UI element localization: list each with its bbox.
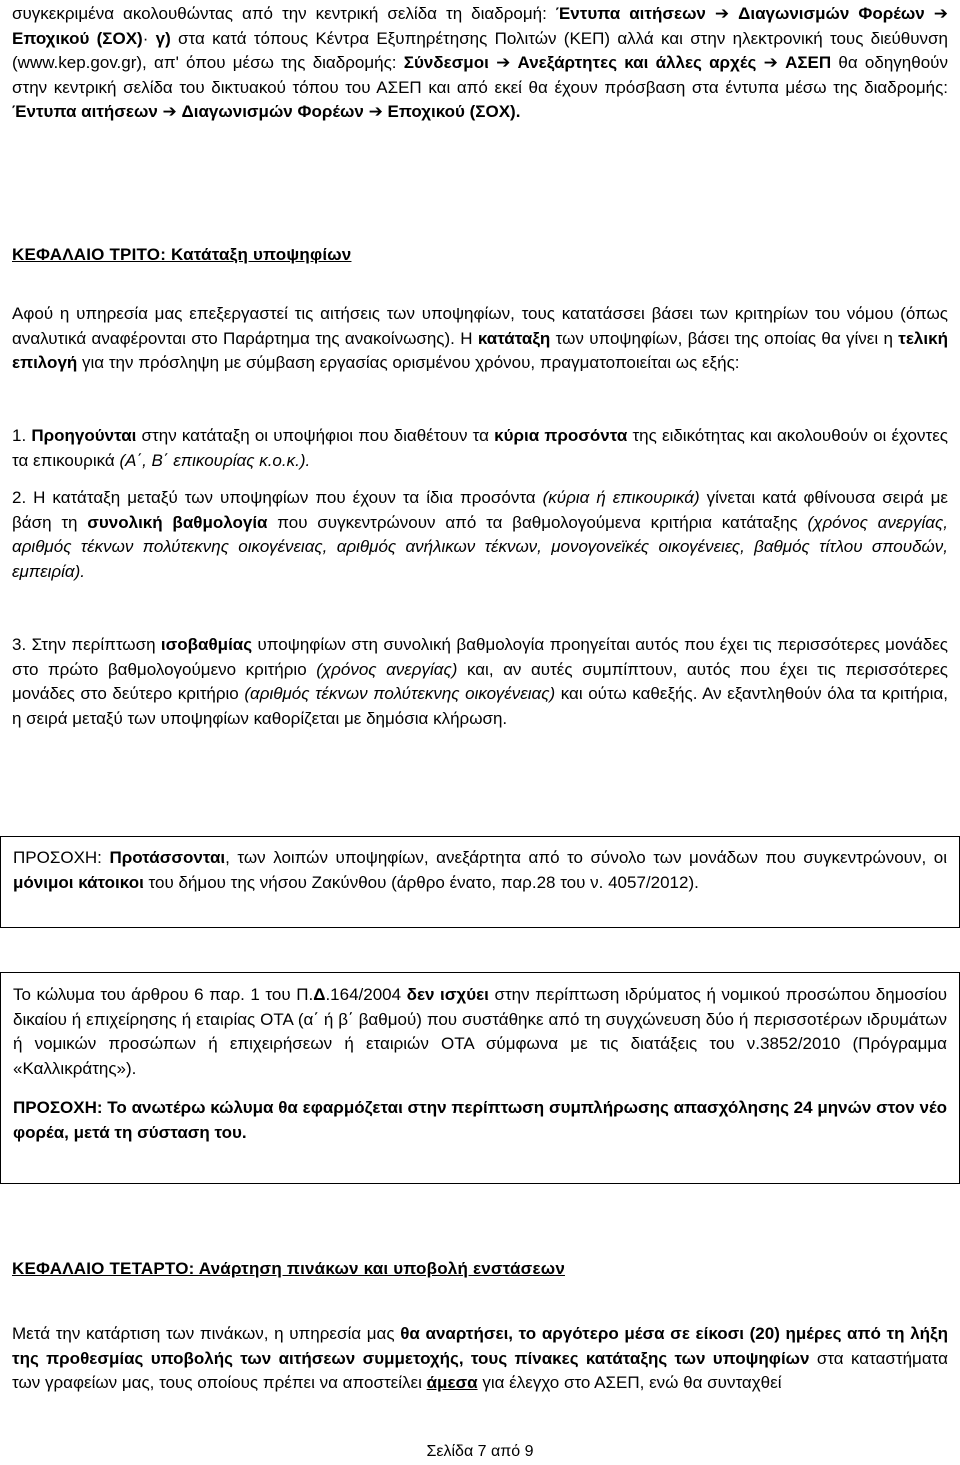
text: θα οδηγηθούν στην κεντρική σελίδα του δικτυακού τόπου του ΑΣΕΠ και από εκεί θα έχουν πρόσβαση στα έντυπα μέσω της διαδρομής: bbox=[12, 53, 948, 97]
arrow-icon: ➔ bbox=[368, 102, 383, 121]
notice-box-permanent-residents bbox=[0, 836, 960, 928]
arrow-icon: ➔ bbox=[933, 4, 948, 23]
text: (Α΄, Β΄ επικουρίας κ.ο.κ.). bbox=[119, 450, 311, 470]
arrow-icon: ➔ bbox=[162, 102, 177, 121]
text: της ειδικότητας και ακολουθούν οι έχοντες τα επικουρικά bbox=[12, 426, 948, 470]
ranking-item-2 bbox=[12, 486, 948, 584]
text: για την πρόσληψη με σύμβαση εργασίας ορισμένου χρόνου, πραγματοποιείται ως εξής: bbox=[77, 353, 740, 372]
text: Σύνδεσμοι bbox=[403, 53, 489, 72]
text: του δήμου της νήσου Ζακύνθου (άρθρο ένατο, παρ.28 του ν. 4057/2012). bbox=[143, 872, 699, 892]
text: ΠΡΟΣΟΧΗ: bbox=[13, 848, 110, 867]
text: ΑΣΕΠ bbox=[785, 53, 832, 72]
text: κατάταξη bbox=[477, 328, 551, 348]
text: στην περίπτωση ιδρύματος ή νομικού προσώπου δημοσίου δικαίου ή επιχείρησης ή εταιρίας ΟΤΑ (α΄ ή β΄ βαθμού) που συστάθηκε από τη συγχώνευση δύο ή περισσοτέρων ιδρυμάτων ή νομικών προσώπων ή επιχειρήσεων ή εταιριών ΟΤΑ σύμφωνα με τις διατάξεις του ν.3852/2010 (Πρόγραμμα «Καλλικράτης»). bbox=[13, 985, 947, 1078]
text: · bbox=[142, 28, 156, 48]
impediment-text bbox=[13, 983, 947, 1081]
text: και ούτω καθεξής. Αν εξαντληθούν όλα τα κριτήρια, η σειρά μεταξύ των υποψηφίων καθορίζεται με δημόσια κλήρωση. bbox=[12, 684, 949, 728]
text: (χρόνος ανεργίας, αριθμός τέκνων πολύτεκνης οικογένειας, αριθμός ανήλικων τέκνων, μονογονεϊκές οικογένειες, βαθμός τίτλου σπουδών, εμπειρία). bbox=[12, 512, 948, 581]
chapter-three-heading: ΚΕΦΑΛΑΙΟ ΤΡΙΤΟ: Κατάταξη υποψηφίων bbox=[12, 245, 352, 264]
text: κύρια προσόντα bbox=[494, 426, 628, 445]
text: Διαγωνισμών Φορέων bbox=[738, 4, 925, 23]
text: γίνεται κατά φθίνουσα σειρά με βάση τη bbox=[12, 488, 948, 532]
text: συνολική βαθμολογία bbox=[87, 512, 268, 532]
text: δεν ισχύει bbox=[406, 985, 489, 1004]
text: (κύρια ή επικουρικά) bbox=[542, 488, 700, 507]
text: 3. Στην περίπτωση bbox=[12, 635, 161, 654]
text: τελική επιλογή bbox=[12, 328, 948, 372]
text: Δ bbox=[313, 985, 326, 1004]
chapter-four-intro bbox=[12, 1322, 948, 1396]
arrow-icon: ➔ bbox=[496, 53, 511, 72]
text: Έντυπα αιτήσεων bbox=[12, 102, 158, 121]
text: υποψηφίων στη συνολική βαθμολογία προηγείται αυτός που έχει τις περισσότερες μονάδες στο πρώτο βαθμολογούμενο κριτήριο bbox=[12, 635, 948, 679]
impediment-warning: ΠΡΟΣΟΧΗ: Το ανωτέρω κώλυμα θα εφαρμόζεται στην περίπτωση συμπλήρωσης απασχόλησης 24 μηνών στον νέο φορέα, μετά τη σύσταση του. bbox=[13, 1098, 947, 1142]
text: Αφού η υπηρεσία μας επεξεργαστεί τις αιτήσεις των υποψηφίων, τους κατατάσσει βάσει των κριτηρίων του νόμου (όπως αναλυτικά αναφέρονται στο Παράρτημα της ανακοίνωσης). Η bbox=[12, 304, 948, 348]
text: μόνιμοι κάτοικοι bbox=[13, 872, 144, 892]
text: ισοβαθμίας bbox=[160, 635, 253, 654]
text: (χρόνος ανεργίας) bbox=[316, 659, 458, 679]
text: Προτάσσονται bbox=[109, 848, 226, 867]
text: Μετά την κατάρτιση των πινάκων, η υπηρεσία μας bbox=[12, 1324, 401, 1343]
page-number: Σελίδα 7 από 9 bbox=[426, 1443, 534, 1460]
text: Προηγούνται bbox=[31, 426, 137, 445]
text: άμεσα bbox=[426, 1373, 478, 1392]
text: Διαγωνισμών Φορέων bbox=[181, 102, 364, 121]
text: 2. Η κατάταξη μεταξύ των υποψηφίων που έχουν τα ίδια προσόντα bbox=[12, 488, 543, 507]
text: θα αναρτήσει, το αργότερο μέσα σε είκοσι (20) ημέρες από τη λήξη της προθεσμίας υποβολής των αιτήσεων συμμετοχής, τους πίνακες κατάταξης των υποψηφίων bbox=[12, 1324, 948, 1368]
notice-text bbox=[13, 846, 947, 895]
text: Εποχικού (ΣΟΧ) bbox=[12, 28, 143, 48]
text: , των λοιπών υποψηφίων, ανεξάρτητα από το σύνολο των μονάδων που συγκεντρώνουν, οι bbox=[225, 848, 947, 867]
text: Εποχικού (ΣΟΧ). bbox=[387, 102, 521, 121]
ranking-item-1 bbox=[12, 424, 948, 473]
ranking-item-3 bbox=[12, 633, 948, 731]
text: στα κατά τόπους Κέντρα Εξυπηρέτησης Πολιτών (ΚΕΠ) αλλά και στην ηλεκτρονική τους διεύθυνση (www.kep.gov.gr), απ' όπου μέσω της διαδρομής: bbox=[12, 28, 948, 72]
text: .164/2004 bbox=[325, 985, 407, 1004]
text: Έντυπα αιτήσεων bbox=[555, 4, 706, 23]
text: συγκεκριμένα ακολουθώντας από την κεντρική σελίδα τη διαδρομή: bbox=[12, 4, 556, 23]
text: γ) bbox=[155, 28, 171, 48]
text: Το κώλυμα του άρθρου 6 παρ. 1 του Π. bbox=[13, 985, 314, 1004]
arrow-icon: ➔ bbox=[763, 53, 778, 72]
text: των υποψηφίων, βάσει της οποίας θα γίνει η bbox=[550, 328, 899, 348]
chapter-three-intro bbox=[12, 302, 948, 376]
text: 1. bbox=[12, 426, 32, 445]
text: για έλεγχο στο ΑΣΕΠ, ενώ θα συνταχθεί bbox=[477, 1373, 782, 1392]
text: στα καταστήματα των γραφείων μας, τους οποίους πρέπει να αποστείλει bbox=[12, 1348, 948, 1392]
text: και, αν αυτές συμπίπτουν, αυτός που έχει τις περισσότερες μονάδες στο δεύτερο κριτήριο bbox=[12, 659, 948, 703]
intro-paragraph bbox=[12, 2, 948, 125]
text: (αριθμός τέκνων πολύτεκνης οικογένειας) bbox=[244, 684, 556, 703]
notice-box-impediment bbox=[0, 972, 960, 1184]
text: που συγκεντρώνουν από τα βαθμολογούμενα κριτήρια κατάταξης bbox=[267, 512, 808, 532]
arrow-icon: ➔ bbox=[714, 4, 730, 23]
text: στην κατάταξη οι υποψήφιοι που διαθέτουν τα bbox=[136, 426, 495, 445]
chapter-four-heading: ΚΕΦΑΛΑΙΟ ΤΕΤΑΡΤΟ: Ανάρτηση πινάκων και υποβολή ενστάσεων bbox=[12, 1259, 565, 1278]
text: Ανεξάρτητες και άλλες αρχές bbox=[517, 53, 757, 72]
